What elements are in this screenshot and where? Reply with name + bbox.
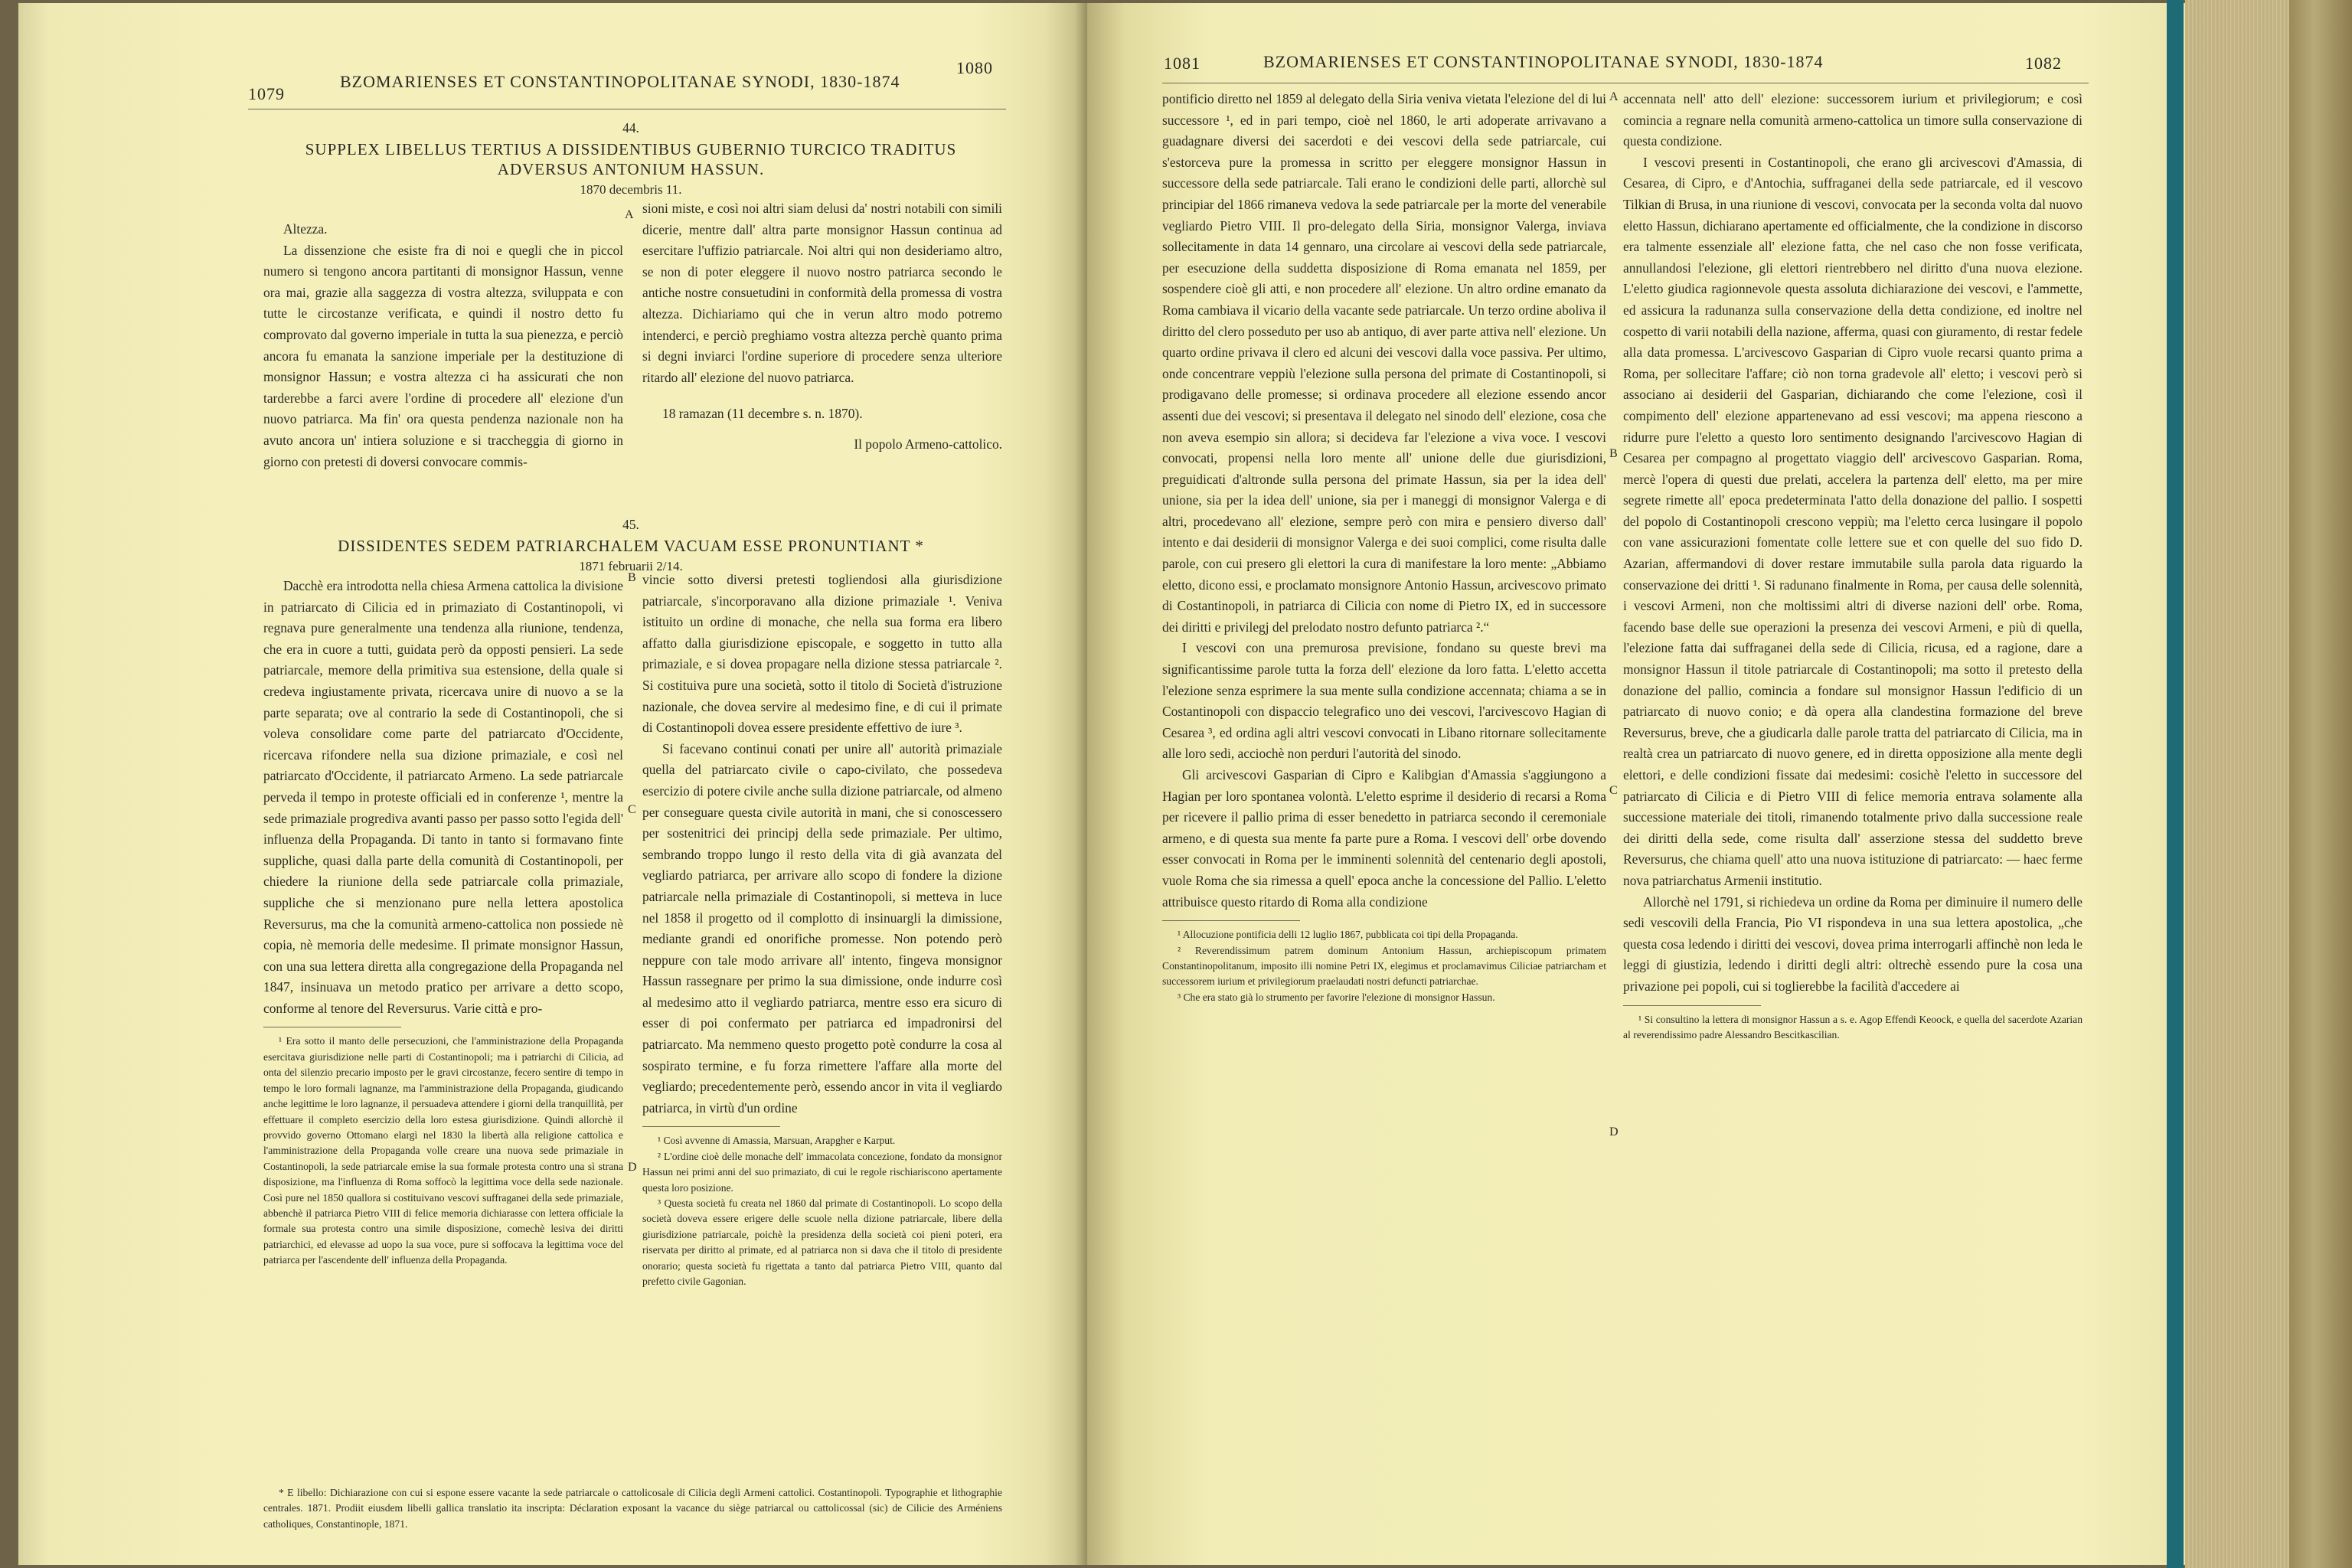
doc44-title-1: SUPPLEX LIBELLUS TERTIUS A DISSIDENTIBUS GUBERNIO TURCICO TRADITUS — [305, 139, 957, 158]
footnote: ¹ Era sotto il manto delle persecuzioni, che l'amministrazione della Propaganda esercitava giurisdizione nelle parti di Costantinopoli; ma i patriarchi di Cilicia, ad onta del silenzio precario imposto per le gravi circostanze, fecero sentire di tempo in tempo le loro formali lagnanze, ma l'amministrazione della Propaganda, giudicando anche legittime le loro lagnanze, il persuadeva attendere i giorni della tranquillità, per effettuare il completo esercizio della loro estesa giurisdizione. Quindi allorchè il provvido governo Ottomano elargì nel 1830 la libertà alla religione cattolica e l'amministrazione della Propaganda volle creare una nuova sede primaziale in Costantinopoli, la sede patriarcale emise la sua formale protesta contro una sì strana disposizione, ma l'influenza di Roma soffocò la legittima voce della sede nazionale. Così pure nel 1850 quallora si costituivano vescovi suffraganei della sede primaziale, abbenchè il patriarca Pietro VIII di felice memoria dichiarasse con lettera officiale la formale sua protesta contro una simile disposizione, comechè lesiva dei diritti patriarchici, ed elevasse ad uopo la sua voce, pure si soffocava la legittima voce del patriarca per l'ascendente dell' influenza della Propaganda. — [263, 1035, 623, 1266]
margin-marker-b: B — [1609, 447, 1618, 460]
right-col-a-text-2: I vescovi con una premurosa previsione, fondano su queste brevi ma significantissime parole tutta la forza dell' elezione da loro fatta. L'eletto accetta l'elezione senza esprimere la sua mente sulla condizione accennata; chiama a se in Costantinopoli con dispaccio telegrafico uno dei vescovi, l'arcivescovo Hagian di Cesarea ³, ed ordina agli altri vescovi convocati in Libano ritornare sollecitamente alle loro sedi, acciochè non perduri l'autorità del sinodo. — [1162, 640, 1606, 762]
right-col-b-text-3: Allorchè nel 1791, si richiedeva un ordine da Roma per diminuire il numero delle sedi vescovili della Francia, Pio VI rispondeva in una sua lettera apostolica, „che questa cosa ledendo i diritti dei vescovi, dovea prima interrogarli affinchè non leda le leggi di giustizia, ledendo i diritti degli altri: oltrechè essendo pure la cosa una privazione pei popoli, cui si toglierebbe la facilità d'accedere ai — [1623, 893, 2082, 994]
margin-marker-d: D — [1609, 1125, 1619, 1138]
right-col-b-text-2: I vescovi presenti in Costantinopoli, che erano gli arcivescovi d'Amassia, di Cesarea, di Cipro, e d'Antochia, suffraganei della sede patriarcale, ed il vescovo Tilkian di Brusa, in una riunione di vescovi, convocata per la seconda volta dal nuovo eletto Hassun, dichiarano apertamente ed officialmente, che la condizione in discorso era talmente essenziale all' elezione fatta, che nel caso che non fosse verificata, annullandosi l'elezione, gli elettori rientrebbero nel diritto d'una nuova elezione. L'eletto giudica ragionnevole questa assoluta dichiarazione dei vescovi, e l'ammette, ed assicura la radunanza sulla conservazione della detta condizione, ed inoltre nel cospetto di varii notabili della nazione, afferma, quasi con giuramento, di restar fedele alla data promessa. L'arcivescovo Gasparian di Cipro vuole recarsi quanto prima a Roma, per sollecitare l'affare; ciò non torna gradevole all' eletto; i vescovi però si associano ai desiderii del Gasparian, dichiarando che come l'elezione, così il compimento dell' elezione appartenevano ad essi vescovi; ma appena riescono a ridurre pure l'eletto a questo loro sentimento designando l'arcivescovo Hagian di Cesarea per compagno al progettato viaggio dell' arcivescovo Gasparian. Roma, mercè l'opera di questi due prelati, accelera la partenza dell' eletto, ma per mire segrete rimette all' epoca predeterminata l'atto della donazione del pallio. I sospetti del popolo di Costantinopoli crescono veppiù; ma l'eletto cerca lusingare il popolo con vane assicurazioni fomentate colle lettere sue et con quelle del suo fido D. Azarian, affermandovi di dover restare immutabile sulla parola data riguardo la conservazione dei dritti ¹. Si radunano finalmente in Roma, per causa delle solennità, i vescovi Armeni, non che moltissimi altri di diverse nazioni dell' orbe. Roma, facendo base delle sue operazioni la presenza dei vescovi Armeni, e più di quella, l'elezione fatta dai suffraganei della sede di Cilicia, ricusa, ed a ragione, dare a monsignor Hassun il titole patriarcale di Costantinopoli; ma sotto il pretesto della donazione del pallio, comincia a fondare sul monsignor Hassun l'edificio di un patriarcato di nuovo conio; e dà opera alla clandestina formazione del breve Reversurus, breve, che a giudicarla dalle parole tratta del patriarcato di Cilicia, ma in realtà crea un patriarcato di nuovo genere, ed in diretta opposizione alla mente degli elettori, e delle condizioni fissate dai medesimi: cosichè l'eletto in successore del patriarcato di Cilicia e di Pietro VIII di felice memoria entrava solamente alla successione materiale dei titoli, rimanendo totalmente privo dalla successione reale dei diritti della sede, come risulta dall' asserzione stessa del suddetto breve Reversurus, che chiama quell' atto una nuova istituzione di patriarcato: — haec ferme nova patriarchatus Armenii institutio. — [1623, 154, 2082, 888]
doc44-title-2: ADVERSUS ANTONIUM HASSUN. — [497, 159, 765, 178]
doc44-signature: Il popolo Armeno-cattolico. — [854, 436, 1002, 452]
margin-marker-b: B — [628, 571, 636, 584]
footnote: ³ Che era stato già lo strumento per favorire l'elezione di monsignor Hassun. — [1178, 991, 1495, 1003]
doc45-col-a-text: Dacchè era introdotta nella chiesa Armena cattolica la divisione in patriarcato di Cilicia ed in primaziato di Costantinopoli, vi regnava pure generalmente una tendenza alla riunione, tendenza, che era in cuore a tutti, guidata però da opposti pensieri. La sede patriarcale, memore della primitiva sua estensione, della quale si credeva ingiustamente privata, ricercava unire di nuovo a se la parte separata; ove al contrario la sede di Costantinopoli, che si voleva consolidare come parte del patriarcato d'Occidente, ricercava rifondere nella sua dizione primaziale, e così nel patriarcato d'Occidente, il patriarcato Armeno. La sede patriarcale perveda il tempo in proteste officiali ed in conferenze ¹, mentre la sede primaziale progrediva avanti passo per passo sotto l'egida dell' influenza della Propaganda. Di tanto in tanto si formavano finte suppliche, quasi dalla parte della comunità di Costantinopoli, per chiedere la riunione della sede patriarcale colla primaziale, suppliche che si menzionano pure nella lettera apostolica Reversurus, ma che la comunità armeno-cattolica non possiede nè copia, nè memoria delle medesime. Il primate monsignor Hassun, con una sua lettera diretta alla congregazione della Propaganda nel 1847, insinuava un metodo pratico per arrivare a detto scopo, conforme al tenore del Reversurus. Varie città e pro- — [263, 578, 623, 1016]
doc45-title: DISSIDENTES SEDEM PATRIARCHALEM VACUAM ESSE PRONUNTIANT * — [338, 536, 924, 555]
doc44-col-a-text: La dissenzione che esiste fra di noi e quegli che in piccol numero si tengono ancora partitanti di monsignor Hassun, venne ora mai, grazie alla saggezza di vostra altezza, sviluppata e con tutte le circostanze verificata, e quindi il nostro detto fu comprovato dal governo imperiale in tutta la sua pienezza, e perciò ancora fu emanata la sanzione imperiale per la destituzione di monsignor Hassun; e vostra altezza ci ha assicurati che non tarderebbe a farci avere l'ordine di procedere all' elezione d'un nuovo patriarca. Ma fin' ora questa pendenza nazionale non ha avuto ancora un' intiera soluzione e si traccheggia di giorno in giorno con pretesti di doversi convocare commis- — [263, 242, 623, 469]
footnote: ¹ Allocuzione pontificia delli 12 luglio 1867, pubblicata coi tipi della Propaganda. — [1178, 929, 1518, 941]
right-col-b — [1623, 89, 2082, 1043]
bookmark-ribbon — [2167, 0, 2184, 1568]
book-cover-edge — [2289, 0, 2352, 1568]
doc44-col-a — [263, 219, 623, 472]
doc45-col-b-text-2: Si facevano continui conati per unire all' autorità primaziale quella del patriarcato civile o capo-civilato, che possedeva esercizio di potere civile anche sulla dizione patriarcale, od almeno per conseguare questa civile autorità in mani, che si conoscessero per sostenitrici dei principj della sede primaziale. Per ultimo, sembrando troppo lungo il resto della vita di già avanzata del vegliardo patriarca, per arrivare allo scopo di fondere la dizione patriarcale nella primaziale di Costantinopoli, si metteva in luce nel 1858 il progetto od il complotto di insinuargli la dimissione, mediante grandi ed onorifiche promesse. Non potendo però neppure con tale modo arrivare all' intento, fingeva monsignor Hassun rassegnare per primo la sua dimissione, onde indurre così al medesimo atto il vegliardo patriarca, mentre esso era sicuro di esser di poi confermato per patriarca ed impadronirsi del patriarcato. Ma nemmeno questo progetto potè condurre la cosa al sospirato termine, e fu forza rimettere l'affare alla morte del vegliardo; precedentemente però, essendo ancor in vita il vegliardo patriarca, in virtù d'un ordine — [642, 740, 1002, 1116]
doc45-heading — [263, 514, 998, 577]
right-col-a — [1162, 89, 1606, 1005]
left-page-number: 1079 — [248, 84, 285, 103]
doc45-col-b-footnotes — [642, 1133, 1002, 1289]
footnote-separator — [642, 1126, 780, 1127]
doc45-col-b-text-1: vincie sotto diversi pretesti togliendosi alla giurisdizione patriarcale, s'incorporavano alla dizione primaziale ¹. Veniva istituito un ordine di monache, che nella sua forma era libero affatto dalla giurisdizione episcopale, e soggetto in tutto alla primaziale, e si dovea propagare nella dizione stessa patriarcale ². Si costituiva pure una società, sotto il titolo di Società d'istruzione nazionale, che dovea servire al medesimo fine, e di cui il primate di Costantinopoli dovea essere presidente effettivo de iure ³. — [642, 572, 1002, 736]
doc44-col-b — [642, 198, 1002, 456]
doc44-date: 1870 decembris 11. — [580, 181, 682, 197]
footnote: ² Reverendissimum patrem dominum Antonium Hassun, archiepiscopum primatem Constantinopolitanum, imposito illi nomine Petri IX, elegimus et proclamavimus Ciliciae patriarcham et successorem iurium et privilegiorum praelaudati nostri defuncti patriarchae. — [1162, 944, 1606, 988]
margin-marker-a: A — [1609, 90, 1619, 103]
doc45-star-footnote — [263, 1485, 1002, 1532]
doc44-salutation: Altezza. — [283, 221, 328, 237]
doc45-col-a — [263, 576, 623, 1269]
doc45-date: 1871 februarii 2/14. — [579, 558, 683, 573]
doc44-number: 44. — [622, 120, 639, 136]
margin-marker-a: A — [625, 208, 634, 221]
left-page — [18, 3, 1087, 1565]
right-page-number: 1081 — [1164, 54, 1200, 73]
margin-marker-c: C — [628, 803, 636, 816]
footnote: ¹ Si consultino la lettera di monsignor Hassun a s. e. Agop Effendi Keoock, e quella del sacerdote Azarian al reverendissimo padre Alessandro Bescitkascilian. — [1623, 1013, 2082, 1040]
right-col-a-text-1: pontificio diretto nel 1859 al delegato della Siria veniva vietata l'elezione del di lui successore ¹, ed in pari tempo, cioè nel 1860, le arti adoperate arrivavano a guadagnare diversi dei sacerdoti e dei vescovi della sede patriarcale, cui s'estorceva pure la promessa in scritto per eleggere monsignor Hassun in successore della sede patriarcale. Tali erano le condizioni delle parti, allorchè sul principiar del 1866 rimaneva vedova la sede patriarcale per la morte del venerabile vegliardo Pietro VIII. Il pro-delegato della Siria, monsignor Valerga, inviava sollecitamente in data 14 gennaro, una circolare ai vescovi della sede patriarcale, per esecuzione della suddetta disposizione di Roma emanata nel 1859, per sospendere cioè gli atti, e non procedere all' elezione. Un altro ordine emanato da Roma cambiava il vicario della vacante sede patriarcale. Un terzo ordine aboliva il diritto del clero posseduto per uso ab antiquo, di aver parte attiva nell' elezione. Un quarto ordine privava il clero ed alcuni dei vescovi dalla voce passiva. Per ultimo, onde concentrare veppiù l'elezione sulla persona del primate di Costantinopoli, si prodigavano delle promesse; si ordinava procedere all elezione essendo ancor assenti due dei vescovi; si presentava il delegato nel sinodo dell' elezione, cosa che non aveva esempio sin allora; si decideva far l'elezione a viva voce. I vescovi convocati, propensi nella loro mente all' unione delle due giurisdizioni, preguidicati d'altronde sulla persona del primate Hassun, sia per la idea dell' unione, sia per la idea dell' unione, sia per i maneggi di monsignor Valerga e di altri, procedevano all' elezione, sempre però con mira e pensiero diverso dall' intento e dai desiderii di monsignor Valerga e dei suoi complici, come risulta dalle parole, con cui presero gli elettori la cura di manifestare la loro mente: „Abbiamo eletto, dicono essi, e proclamato monsignore Antonio Hassun, arcivescovo primato di Costantinopoli, in patriarca di Cilicia con nome di Pietro IX, ed in successore dei diritti e privilegj del prelodato nostro defunto patriarca ².“ — [1162, 91, 1606, 635]
right-col-a-text-3: Gli arcivescovi Gasparian di Cipro e Kalibgian d'Amassia s'aggiungono a Hagian per loro spontanea volontà. L'eletto esprime il desiderio di recarsi a Roma per ricevere il pallio prima di esser benedetto in patriarca secondo il ceremoniale armeno, e di questa sua mente fa parte pure a Roma. I vescovi dell' orbe dovendo esser convocati in Roma per le imminenti solennità del centenario degli apostoli, vuole Roma che sia rimessa a quell' epoca anche la concessione del Pallio. L'eletto attribuisce questo ritardo di Roma alla condizione — [1162, 767, 1606, 910]
left-running-title: BZOMARIENSES ET CONSTANTINOPOLITANAE SYNODI, 1830-1874 — [340, 72, 900, 91]
margin-marker-c: C — [1609, 784, 1618, 797]
doc44-col-b-text: sioni miste, e così noi altri siam delusi da' nostri notabili con simili dicerie, mentre dall' altra parte monsignor Hassun continua ad esercitare l'uffizio patriarcale. Noi altri qui non desideriamo altro, se non di poter eleggere il nuovo nostro patriarca secondo le antiche nostre consuetudini in conformità della promessa di vostra altezza. Dichiariamo qui che in verun altro modo potremo intenderci, e perciò preghiamo vostra altezza perchè quanto prima si degni inviarci l'ordine superiore di procedere senza ulteriore ritardo all' elezione del nuovo patriarca. — [642, 201, 1002, 385]
doc45-col-a-footnotes — [263, 1034, 623, 1268]
margin-marker-d: D — [628, 1161, 637, 1174]
left-page-number-2: 1080 — [956, 58, 993, 77]
book-spread — [18, 3, 2185, 1565]
right-col-b-text-1: accennata nell' atto dell' elezione: successorem iurium et privilegiorum; e così comincia a regnare nella comunità armeno-cattolica un timore sulla conservazione di questa condizione. — [1623, 91, 2082, 149]
right-col-b-footnotes — [1623, 1012, 2082, 1044]
footnote: ¹ Così avvenne di Amassia, Marsuan, Arapgher e Karput. — [658, 1135, 896, 1147]
footnote: * E libello: Dichiarazione con cui si espone essere vacante la sede patriarcale o cattolicosale di Cilicia degli Armeni cattolici. Costantinopoli. Typographie et lithographie centrales. 1871. Prodiit eiusdem libelli gallica translatio ita inscripta: Déclaration exposant la vacance du siège patriarcal ou cattolicossal (sic) de Cilicie des Arméniens catholiques, Constantinople, 1871. — [263, 1487, 1002, 1530]
doc45-number: 45. — [622, 517, 639, 532]
footnote-separator — [1623, 1005, 1761, 1006]
footnote-separator — [1162, 920, 1300, 921]
doc44-col-b-date: 18 ramazan (11 decembre s. n. 1870). — [662, 406, 863, 422]
doc45-col-b — [642, 570, 1002, 1290]
right-running-title: BZOMARIENSES ET CONSTANTINOPOLITANAE SYNODI, 1830-1874 — [1263, 52, 1824, 71]
right-page-number-2: 1082 — [2025, 54, 2062, 73]
footnote: ³ Questa società fu creata nel 1860 dal primate di Costantinopoli. Lo scopo della società doveva essere erigere delle scuole nella dizione patriarcale, libere della giurisdizione patriarcale, poichè la presidenza della società coi pieni poteri, era riservata per diritto al primate, ed al patriarca non si dava che il titolo di presidente onorario; questa società fu rigettata a tanto dal patriarca Pietro VIII, quanto dal prefetto civile Gagonian. — [642, 1197, 1002, 1288]
right-col-a-footnotes — [1162, 927, 1606, 1005]
footnote: ² L'ordine cioè delle monache dell' immacolata concezione, fondato da monsignor Hassun nei primi anni del suo primaziato, di cui le regole rischiariscono apertamente questa loro posizione. — [642, 1150, 1002, 1194]
right-page — [1087, 3, 2185, 1565]
doc44-heading — [263, 118, 998, 200]
